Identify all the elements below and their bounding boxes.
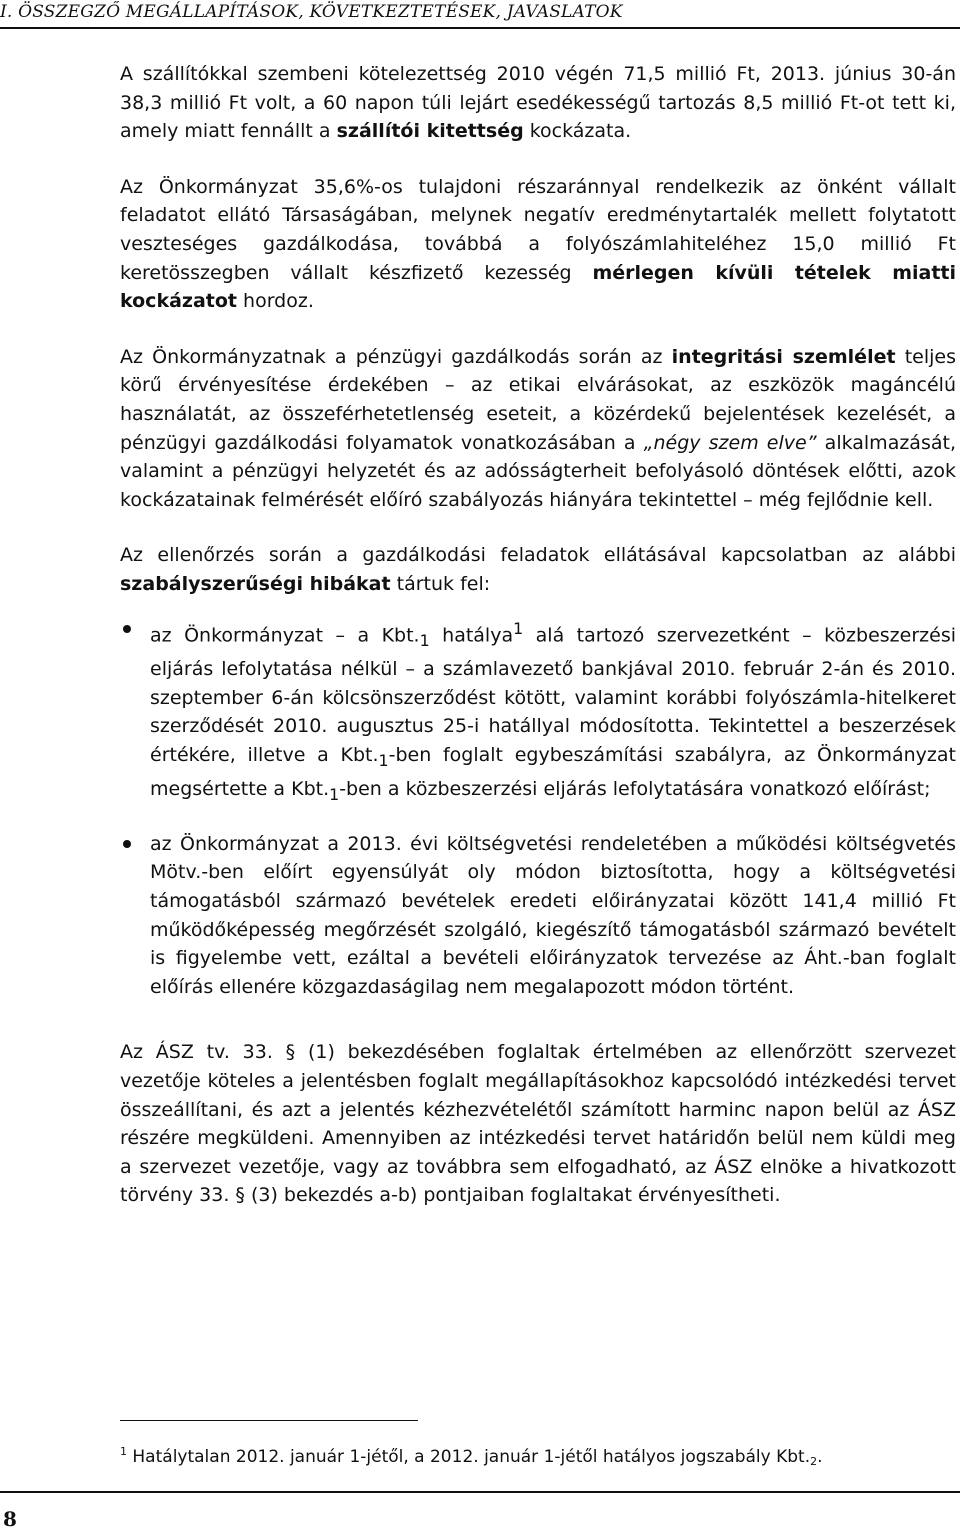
bullet-icon — [123, 625, 131, 633]
paragraph-integrity: Az Önkormányzatnak a pénzügyi gazdálkodás során az integritási szemlélet teljes körű érvényesítése érdekében – az etikai elvárásokat, az eszközök magáncélú használatát, az összeférhetetlenség eseteit, a közérdekű bejelentések kezelését, a pénzügyi gazdálkodási folyamatok vonatkozásában a „négy szem elve” alkalmazását, valamint a pénzügyi helyzetét és az adósságterheit befolyásoló döntések előtti, azok kockázatainak felmérését előíró szabályozás hiányára tekintettel – még fejlődnie kell. — [120, 345, 957, 511]
paragraph-action-plan: Az ÁSZ tv. 33. § (1) bekezdésében foglaltak értelmében az ellenőrzött szervezet vezetője köteles a jelentésben foglalt megállapításokhoz kapcsolódó intézkedési tervet összeállítani, és azt a jelentés kézhezvételétől számított harminc napon belül az ÁSZ részére megküldeni. Amennyiben az intézkedési tervet határidőn belül nem küldi meg a szervezet vezetője, vagy az továbbra sem elfogadható, az ÁSZ elnöke a hivatkozott törvény 33. § (3) bekezdés a-b) pontjaiban foglaltakat érvényesítheti. — [120, 1041, 956, 1207]
list-item: az Önkormányzat – a $Kbt._1$ hatálya$^1$ alá tartozó szervezetként – közbeszerzési eljárás lefolytatása nélkül – a számlavezető bankjával 2010. február 2-án és 2010. szeptember 6-án kölcsönszerződést kötött, valamint korábbi folyószámla-hitelkeret szerződését 2010. augusztus 25-i hatállyal módosította. Tekintettel a beszerzések értékére, illetve a $Kbt._1$-ben foglalt egybeszámítási szabályra, az Önkormányzat megsértette a $Kbt._1$-ben a közbeszerzési eljárás lefolytatására vonatkozó előírást; — [120, 615, 956, 810]
page-number: 8 — [3, 1507, 17, 1531]
header-divider — [0, 27, 960, 29]
chapter-title: I. ÖSSZEGZŐ MEGÁLLAPÍTÁSOK, KÖVETKEZTETÉSEK, JAVASLATOK — [0, 2, 623, 22]
footnote-number: 1 — [120, 1445, 127, 1458]
footer-divider — [0, 1491, 960, 1493]
body-text — [120, 60, 956, 1210]
emphasis-irregularities: szabályszerűségi hibákat — [120, 572, 391, 595]
bullet-icon — [123, 840, 131, 848]
footnote-divider — [120, 1420, 418, 1421]
emphasis-supplier-exposure: szállítói kitettség — [336, 120, 524, 143]
irregularities-list — [120, 615, 956, 1002]
footnote: $^1$ Hatálytalan 2012. január 1-jétől, a 2012. január 1-jétől hatályos jogszabály $Kbt._2$. — [120, 1445, 823, 1468]
emphasis-integrity: integritási szemlélet — [671, 345, 896, 368]
emphasis-off-balance-risk: mérlegen kívüli tételek miatti kockázatot — [120, 261, 957, 313]
paragraph-irregularities-intro: Az ellenőrzés során a gazdálkodási feladatok ellátásával kapcsolatban az alábbi szabályszerűségi hibákat tártuk fel: — [120, 544, 956, 595]
footnote-reference: 1 — [513, 618, 524, 638]
emphasis-four-eyes: „négy szem elve” — [643, 431, 817, 454]
paragraph-company-guarantee: Az Önkormányzat 35,6%-os tulajdoni részaránnyal rendelkezik az önként vállalt feladatot ellátó Társaságában, melynek negatív eredménytartalék mellett folytatott veszteséges gazdálkodása, továbbá a folyószámlahiteléhez 15,0 millió Ft keretösszegben vállalt készfizető kezesség mérlegen kívüli tételek miatti kockázatot hordoz. — [120, 175, 957, 313]
page-header — [0, 0, 960, 30]
list-item: az Önkormányzat a 2013. évi költségvetési rendeletében a működési költségvetés Mötv.-ben előírt egyensúlyát oly módon biztosította, hogy a költségvetési támogatásból származó bevételek eredeti előirányzatai között 141,4 millió Ft működőképesség megőrzését szolgáló, kiegészítő támogatásból származó bevételt is figyelembe vett, ezáltal a bevételi előirányzatok tervezése az Áht.-ban foglalt előírás ellenére közgazdaságilag nem megalapozott módon történt. — [120, 830, 956, 1002]
paragraph-supplier-liabilities: A szállítókkal szembeni kötelezettség 2010 végén 71,5 millió Ft, 2013. június 30-án 38,3 millió Ft volt, a 60 napon túli lejárt esedékességű tartozás 8,5 millió Ft-ot tett ki, amely miatt fennállt a szállítói kitettség kockázata. — [120, 63, 956, 143]
